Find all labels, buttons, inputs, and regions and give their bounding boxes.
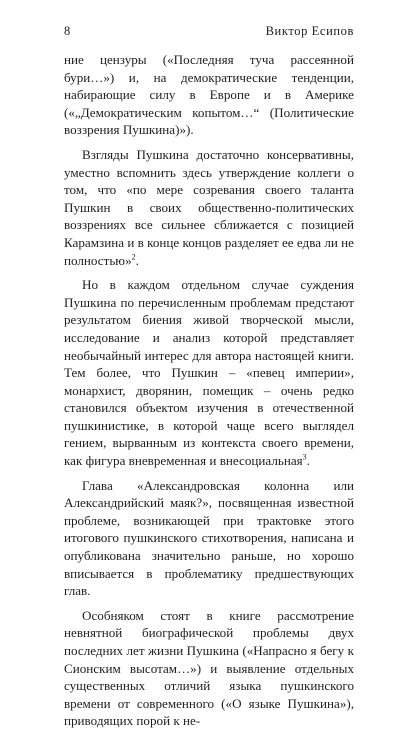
paragraph-2-text: Взгляды Пушкина достаточно консервативны, уместно вспомнить здесь утверждение коллеги о том, что «по мере созревания своего таланта Пушкин в своих общественно-политических воззрениях все сильнее сближается с позицией Карамзина и в конце концов разделяет ее едва ли не полностью» [64,146,354,268]
paragraph-4-text: Глава «Александровская колонна или Александрийский маяк?», посвященная известной проблеме, возникающей при трактовке этого итогового пушкинского стихотворения, написана и опубликована значительно раньше, но хорошо вписывается в проблематику предшествующих глав. [64,477,354,599]
paragraph-1-text: ние цензуры («Последняя туча рассеянной бури…») и, на демократические тенденции, набирающие силу в Европе и в Америке («„Демократическим копытом…“ (Политические воззрения Пушкина)»). [64,52,354,138]
page-header [64,22,354,40]
paragraph-5-text: Особняком стоят в книге рассмотрение невнятной биографической проблемы двух последних лет жизни Пушкина («Напрасно я бегу к Сионским высотам…») и выявление отдельных существенных отличий языка пушкинского времени от современного («О языке Пушкина»), приводящих порой к не- [64,607,354,729]
footnote-ref-2: 2 [131,252,136,262]
body-text [64,51,354,737]
page-number: 8 [64,24,71,38]
paragraph-4 [64,477,354,600]
paragraph-2-end: . [135,252,139,268]
paragraph-3-text: Но в каждом отдельном случае суждения Пушкина по перечисленным проблемам предстают результатом биения живой творческой мысли, исследование и анализ которой представляет необычайный интерес для автора настоящей книги. Тем более, что Пушкин – «певец империи», монархист, дворянин, помещик – очень редко становился объектом изучения в отечественной пушкинистике, в которой чаще всего выглядел гением, вырванным из контекста своего времени, как фигура вневременная и внесоциальная [64,277,354,469]
paragraph-1 [64,51,354,139]
running-head: Виктор Есипов [265,24,354,38]
paragraph-3-end: . [306,453,310,469]
paragraph-5 [64,607,354,730]
paragraph-3 [64,276,354,470]
footnote-ref-3: 3 [302,452,307,462]
paragraph-2 [64,146,354,269]
